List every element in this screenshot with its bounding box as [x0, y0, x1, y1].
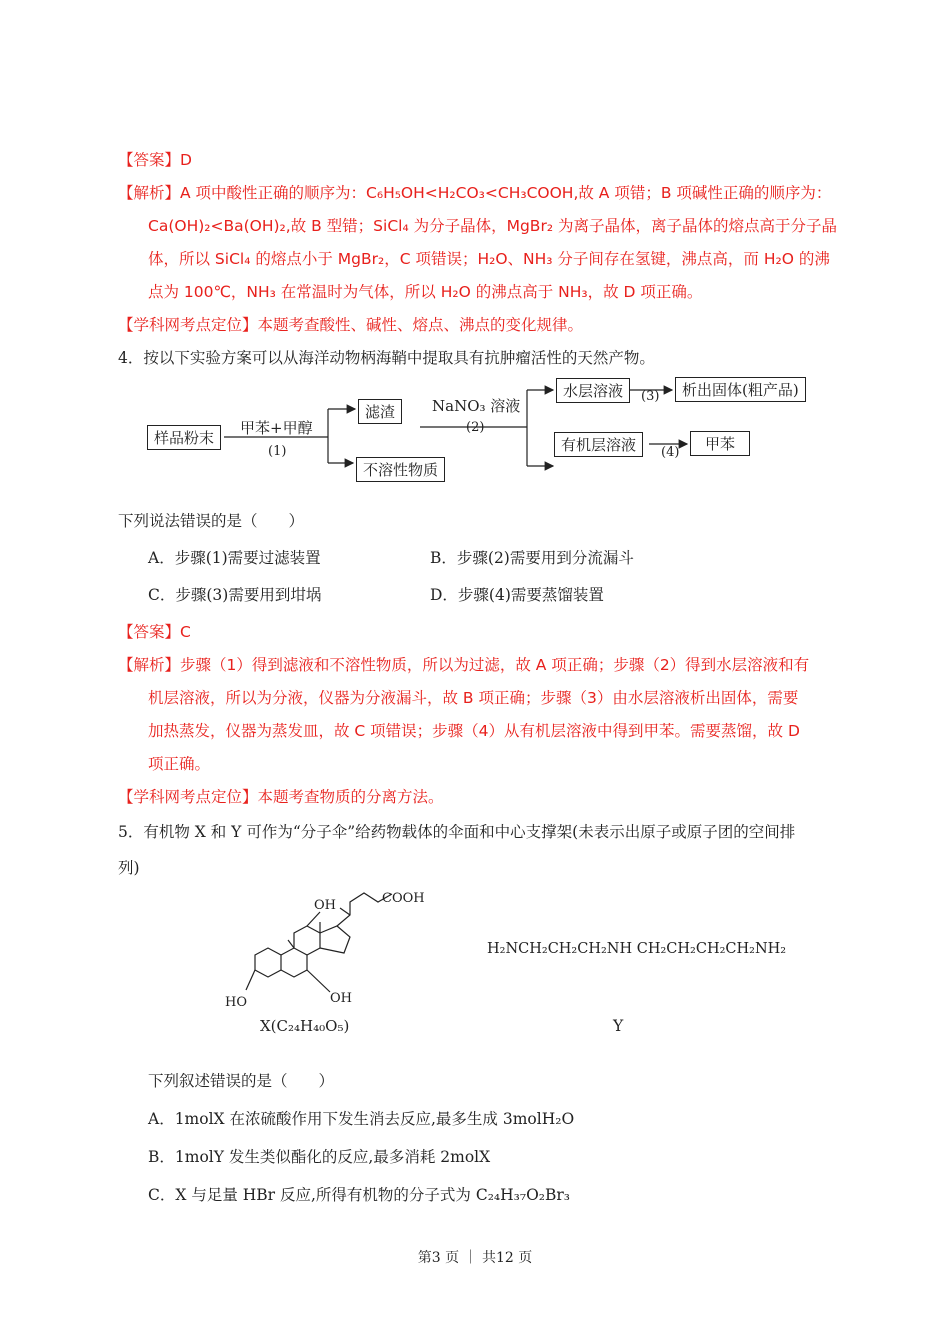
q4-option-d: D．步骤(4)需要蒸馏装置	[430, 586, 604, 604]
step4-number: (4)	[661, 445, 680, 460]
q4-analysis-line4: 项正确。	[148, 755, 211, 773]
q5-option-a: A．1molX 在浓硫酸作用下发生消去反应,最多生成 3molH₂O	[148, 1110, 575, 1128]
box-sample-powder: 样品粉末	[147, 425, 221, 450]
box-insoluble-matter: 不溶性物质	[356, 457, 445, 482]
q4-answer: 【答案】C	[118, 623, 191, 641]
box-toluene: 甲苯	[690, 431, 750, 456]
q5-option-c: C．X 与足量 HBr 反应,所得有机物的分子式为 C₂₄H₃₇O₂Br₃	[148, 1186, 571, 1204]
step2-number: (2)	[466, 420, 485, 435]
q5-stem-line2: 列)	[118, 859, 140, 877]
y-caption: Y	[613, 1017, 624, 1035]
y-formula: H₂NCH₂CH₂CH₂NH CH₂CH₂CH₂CH₂NH₂	[487, 941, 787, 957]
q4-analysis-line2: 机层溶液，所以为分液，仪器为分液漏斗，故 B 项正确；步骤（3）由水层溶液析出固体，需要	[148, 689, 799, 707]
step3-number: (3)	[641, 389, 660, 404]
box-filter-residue: 滤渣	[358, 399, 402, 424]
q4-analysis-line1: 【解析】步骤（1）得到滤液和不溶性物质，所以为过滤，故 A 项正确；步骤（2）得到水层溶液和有	[118, 656, 810, 674]
q5-question: 下列叙述错误的是（ ）	[148, 1072, 335, 1090]
q4-option-c: C．步骤(3)需要用到坩埚	[148, 586, 322, 604]
x-cooh: COOH	[382, 891, 425, 906]
x-oh-top: OH	[314, 898, 336, 913]
q5-stem-line1: 5．有机物 X 和 Y 可作为“分子伞”给药物载体的伞面和中心支撑架(未表示出原子或原子团的空间排	[118, 823, 796, 841]
q3-analysis-line2: Ca(OH)₂<Ba(OH)₂,故 B 型错；SiCl₄ 为分子晶体，MgBr₂ 为离子晶体，离子晶体的熔点高于分子晶	[148, 217, 837, 235]
q4-analysis-line3: 加热蒸发，仪器为蒸发皿，故 C 项错误；步骤（4）从有机层溶液中得到甲苯。需要蒸馏，故 D	[148, 722, 800, 740]
q3-analysis-line4: 点为 100℃，NH₃ 在常温时为气体，所以 H₂O 的沸点高于 NH₃，故 D 项正确。	[148, 283, 703, 301]
step1-number: (1)	[268, 444, 287, 459]
q3-knowledge-location: 【学科网考点定位】本题考查酸性、碱性、熔点、沸点的变化规律。	[118, 316, 584, 334]
q4-stem: 4．按以下实验方案可以从海洋动物柄海鞘中提取具有抗肿瘤活性的天然产物。	[118, 349, 655, 367]
q5-option-b: B．1molY 发生类似酯化的反应,最多消耗 2molX	[148, 1148, 491, 1166]
q3-analysis-line1: 【解析】A 项中酸性正确的顺序为：C₆H₅OH<H₂CO₃<CH₃COOH,故 A 项错；B 项碱性正确的顺序为：	[118, 184, 832, 202]
q4-option-b: B．步骤(2)需要用到分流漏斗	[430, 549, 634, 567]
q3-analysis-line3: 体，所以 SiCl₄ 的熔点小于 MgBr₂，C 项错误；H₂O、NH₃ 分子间存在氢键，沸点高，而 H₂O 的沸	[148, 250, 830, 268]
box-aqueous-layer: 水层溶液	[556, 378, 630, 403]
x-oh-bottom: OH	[330, 991, 352, 1006]
x-caption: X(C₂₄H₄₀O₅)	[260, 1017, 350, 1035]
box-organic-layer: 有机层溶液	[554, 432, 643, 457]
q4-knowledge-location: 【学科网考点定位】本题考查物质的分离方法。	[118, 788, 444, 806]
box-crude-product: 析出固体(粗产品)	[675, 377, 806, 402]
q3-answer: 【答案】D	[118, 151, 192, 169]
step2-reagent: NaNO₃ 溶液	[432, 397, 521, 415]
page-footer: 第3 页 ｜ 共12 页	[417, 1250, 533, 1266]
step1-reagent: 甲苯+甲醇	[240, 419, 313, 437]
q4-option-a: A．步骤(1)需要过滤装置	[148, 549, 321, 567]
q4-question: 下列说法错误的是（ ）	[118, 512, 305, 530]
x-ho: HO	[225, 995, 247, 1010]
